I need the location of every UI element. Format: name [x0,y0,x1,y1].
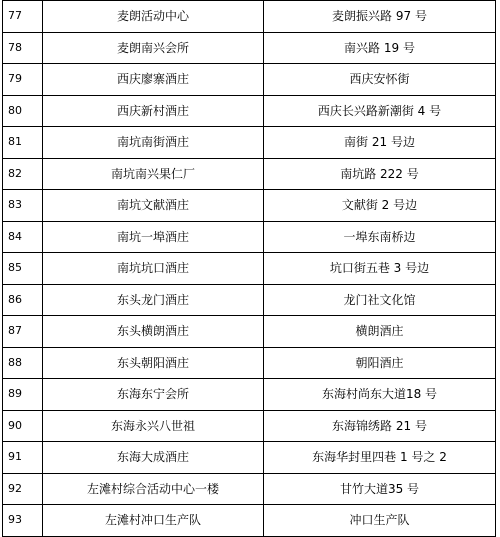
venue-name: 东头龙门酒庄 [43,284,264,316]
row-number: 82 [3,158,43,190]
row-number: 86 [3,284,43,316]
row-number: 91 [3,442,43,474]
table-row [3,127,496,159]
row-number: 84 [3,221,43,253]
venue-name: 麦朗活动中心 [43,1,264,33]
table-row [3,379,496,411]
venue-address: 冲口生产队 [264,505,496,537]
venue-address: 南兴路 19 号 [264,32,496,64]
table-row [3,316,496,348]
venue-address: 龙门社文化馆 [264,284,496,316]
row-number: 79 [3,64,43,96]
table-row [3,410,496,442]
venue-name: 西庆新村酒庄 [43,95,264,127]
venue-name: 左滩村综合活动中心一楼 [43,473,264,505]
venue-address: 横朗酒庄 [264,316,496,348]
venue-name: 东海永兴八世祖 [43,410,264,442]
venue-address: 麦朗振兴路 97 号 [264,1,496,33]
row-number: 90 [3,410,43,442]
venue-address: 南街 21 号边 [264,127,496,159]
table-row [3,95,496,127]
row-number: 80 [3,95,43,127]
venue-address: 甘竹大道35 号 [264,473,496,505]
table-row [3,253,496,285]
table-row [3,473,496,505]
row-number: 92 [3,473,43,505]
venue-name: 东头横朗酒庄 [43,316,264,348]
venue-table-sheet [2,0,496,537]
venue-address: 东海华封里四巷 1 号之 2 [264,442,496,474]
venue-address: 西庆长兴路新潮街 4 号 [264,95,496,127]
venue-address: 坑口街五巷 3 号边 [264,253,496,285]
venue-name: 西庆廖寨酒庄 [43,64,264,96]
table-row [3,284,496,316]
row-number: 85 [3,253,43,285]
row-number: 78 [3,32,43,64]
venue-name: 南坑一埠酒庄 [43,221,264,253]
venue-name: 南坑南兴果仁厂 [43,158,264,190]
table-row [3,221,496,253]
row-number: 77 [3,1,43,33]
table-row [3,442,496,474]
table-row [3,190,496,222]
venue-name: 南坑文献酒庄 [43,190,264,222]
venue-name: 南坑坑口酒庄 [43,253,264,285]
row-number: 83 [3,190,43,222]
venue-name: 东头朝阳酒庄 [43,347,264,379]
venue-name: 左滩村冲口生产队 [43,505,264,537]
venue-address: 东海锦绣路 21 号 [264,410,496,442]
venue-address: 文献街 2 号边 [264,190,496,222]
venue-address: 东海村尚东大道18 号 [264,379,496,411]
row-number: 88 [3,347,43,379]
row-number: 87 [3,316,43,348]
table-row [3,347,496,379]
table-row [3,158,496,190]
venue-address: 西庆安怀街 [264,64,496,96]
venue-name: 麦朗南兴会所 [43,32,264,64]
venue-name: 南坑南街酒庄 [43,127,264,159]
venue-name: 东海东宁会所 [43,379,264,411]
venue-address: 一埠东南桥边 [264,221,496,253]
table-row [3,32,496,64]
table-row [3,64,496,96]
row-number: 81 [3,127,43,159]
venue-address: 朝阳酒庄 [264,347,496,379]
venue-address: 南坑路 222 号 [264,158,496,190]
row-number: 93 [3,505,43,537]
venue-name: 东海大成酒庄 [43,442,264,474]
venue-table [2,0,496,537]
table-row [3,505,496,537]
table-row [3,1,496,33]
row-number: 89 [3,379,43,411]
